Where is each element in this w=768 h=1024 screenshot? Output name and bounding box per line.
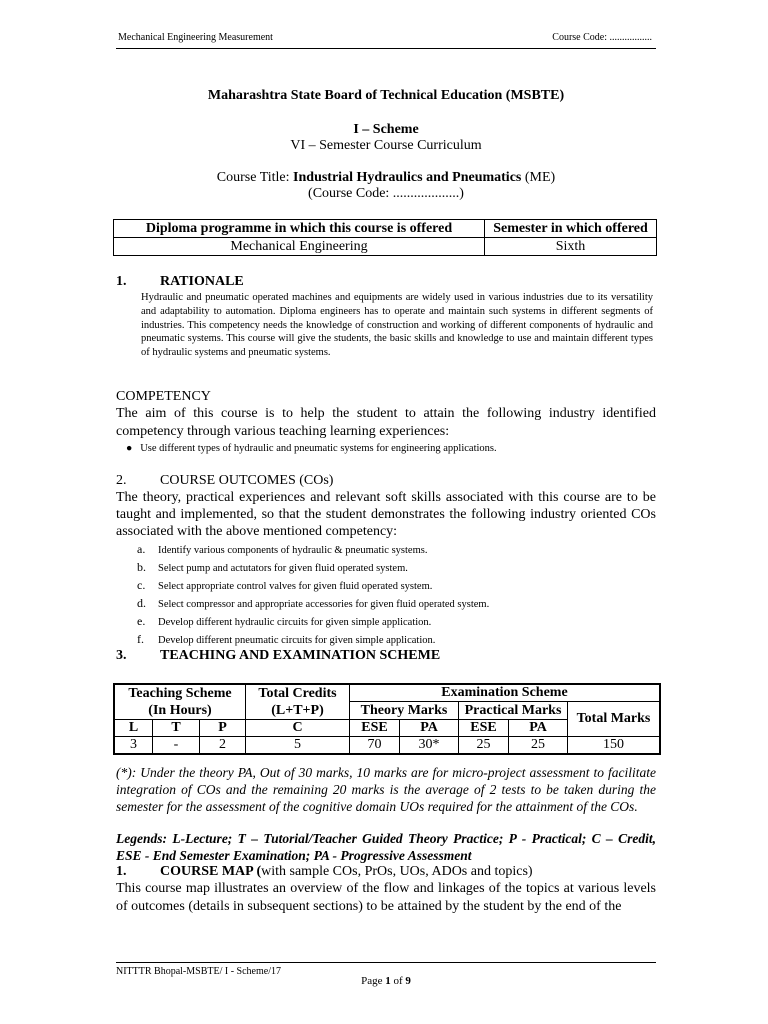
t-value: - <box>153 737 200 755</box>
l-header: L <box>114 720 153 737</box>
teaching-heading <box>116 648 440 664</box>
header-course-code: Course Code: ................. <box>552 32 652 43</box>
scheme-title: I – Scheme <box>353 122 419 137</box>
course-title-suffix: (ME) <box>521 170 556 185</box>
semester-value: Sixth <box>485 238 657 256</box>
practical-marks-header: Practical Marks <box>459 702 568 720</box>
p-header: P <box>200 720 246 737</box>
theory-pa-value: 30* <box>400 737 459 755</box>
course-code: (Course Code: ...................) <box>308 186 464 201</box>
practical-pa-header: PA <box>509 720 568 737</box>
page-of: of <box>390 975 406 987</box>
c-value: 5 <box>246 737 350 755</box>
competency-text: The aim of this course is to help the student to attain the following industry identified competency through various teaching learning experiences: <box>116 406 656 439</box>
section-title-rest: with sample COs, PrOs, UOs, ADOs and topics) <box>261 864 533 879</box>
practical-ese-header: ESE <box>459 720 509 737</box>
c-header: C <box>246 720 350 737</box>
item-label: e. <box>137 614 146 628</box>
page-total: 9 <box>405 975 411 987</box>
header-course-name: Mechanical Engineering Measurement <box>118 32 273 43</box>
p-value: 2 <box>200 737 246 755</box>
pa-note: (*): Under the theory PA, Out of 30 marks, 10 marks are for micro-project assessment to facilitate integration of COs and the remaining 20 marks is the average of 2 tests to be taken during the semester for the assessment of the cognitive domain UOs required for the attainment of the COs. <box>116 765 656 814</box>
item-label: c. <box>137 578 146 592</box>
theory-ese-value: 70 <box>350 737 400 755</box>
list-item <box>137 541 489 559</box>
outcomes-text: The theory, practical experiences and relevant soft skills associated with this course are to be taught and implemented, so that the student demonstrates the following industry oriented COs associated with the above mentioned competency: <box>116 490 656 539</box>
item-text: Select appropriate control valves for given fluid operated system. <box>158 581 433 592</box>
item-text: Develop different hydraulic circuits for given simple application. <box>158 617 432 628</box>
list-item <box>137 631 489 649</box>
teaching-scheme-table <box>113 683 661 755</box>
programme-header: Diploma programme in which this course is offered <box>114 220 485 238</box>
bullet-text: Use different types of hydraulic and pneumatic systems for engineering applications. <box>140 443 497 454</box>
curriculum-title: VI – Semester Course Curriculum <box>290 138 482 153</box>
course-map-text: This course map illustrates an overview of the flow and linkages of the topics at various levels of outcomes (details in subsequent sections) to be attained by the student by the end of the <box>116 881 656 914</box>
page-current: 1 <box>385 975 391 987</box>
section-title: COURSE MAP ( <box>160 864 262 879</box>
outcomes-list <box>137 541 489 649</box>
legends-note: Legends: L-Lecture; T – Tutorial/Teacher Guided Theory Practice; P - Practical; C – Credit, ESE - End Semester Examination; PA - Progressive Assessment <box>116 831 656 863</box>
total-marks-header: Total Marks <box>568 702 661 737</box>
section-number: 1. <box>116 864 127 879</box>
outcomes-heading <box>116 473 333 489</box>
t-header: T <box>153 720 200 737</box>
page-header <box>116 32 656 49</box>
page-prefix: Page <box>361 975 386 987</box>
page-number <box>116 975 656 987</box>
section-number: 2. <box>116 473 127 488</box>
teaching-scheme-label: Teaching Scheme <box>128 686 232 701</box>
exam-scheme-header: Examination Scheme <box>350 684 661 702</box>
list-item <box>137 559 489 577</box>
theory-marks-header: Theory Marks <box>350 702 459 720</box>
total-credits-label: Total Credits <box>258 686 337 701</box>
semester-header: Semester in which offered <box>485 220 657 238</box>
item-label: d. <box>137 596 146 610</box>
teaching-scheme-header <box>114 684 246 720</box>
ltp-label: (L+T+P) <box>271 703 324 718</box>
board-title: Maharashtra State Board of Technical Education (MSBTE) <box>207 88 565 103</box>
total-marks-value: 150 <box>568 737 661 755</box>
l-value: 3 <box>114 737 153 755</box>
list-item <box>137 595 489 613</box>
section-title: TEACHING AND EXAMINATION SCHEME <box>160 648 441 663</box>
item-label: b. <box>137 560 146 574</box>
practical-ese-value: 25 <box>459 737 509 755</box>
item-label: f. <box>137 632 144 646</box>
section-number: 1. <box>116 274 127 289</box>
competency-bullet <box>126 443 497 454</box>
section-title: COURSE OUTCOMES (COs) <box>160 473 334 488</box>
programme-table <box>113 219 657 256</box>
practical-pa-value: 25 <box>509 737 568 755</box>
item-text: Select compressor and appropriate accessories for given fluid operated system. <box>158 599 490 610</box>
course-title-prefix: Course Title: <box>216 170 294 185</box>
list-item <box>137 613 489 631</box>
item-text: Identify various components of hydraulic & pneumatic systems. <box>158 545 428 556</box>
course-map-heading <box>116 864 533 880</box>
course-title-line <box>116 170 656 186</box>
section-title: RATIONALE <box>160 274 244 289</box>
in-hours-label: (In Hours) <box>148 703 212 718</box>
item-label: a. <box>137 542 146 556</box>
theory-pa-header: PA <box>400 720 459 737</box>
page-footer: NITTTR Bhopal-MSBTE/ I - Scheme/17 <box>116 962 656 977</box>
section-number: 3. <box>116 648 127 663</box>
theory-ese-header: ESE <box>350 720 400 737</box>
rationale-text: Hydraulic and pneumatic operated machines and equipments are widely used in various industries due to its versatility and adaptability to automation. Diploma engineers has to operate and maintain such systems in different segments of industries. This competency needs the knowledge of construction and working of different components of hydraulic and pneumatic systems. This course will give the students, the basic skills and knowledge to use and maintain different types of hydraulic systems and pneumatic systems. <box>141 292 653 359</box>
programme-value: Mechanical Engineering <box>114 238 485 256</box>
course-title: Industrial Hydraulics and Pneumatics <box>293 170 522 185</box>
list-item <box>137 577 489 595</box>
item-text: Select pump and actutators for given fluid operated system. <box>158 563 408 574</box>
competency-heading: COMPETENCY <box>116 389 211 404</box>
bullet-icon: ● <box>126 443 133 454</box>
item-text: Develop different pneumatic circuits for given simple application. <box>158 635 436 646</box>
total-credits-header <box>246 684 350 720</box>
rationale-heading <box>116 274 244 290</box>
